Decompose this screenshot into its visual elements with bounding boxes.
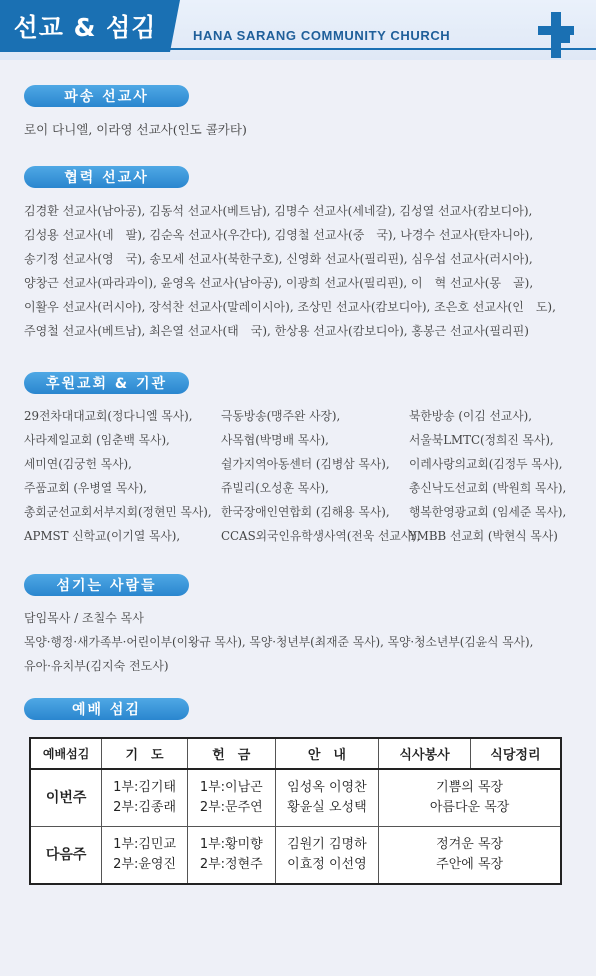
table-row [30, 769, 561, 827]
cell-line: 김원기 김명하 [287, 837, 367, 852]
church-name: HANA SARANG COMMUNITY CHURCH [193, 28, 451, 43]
sponsor-item: 총신낙도선교회 (박원희 목사), [409, 481, 567, 495]
sponsor-item: 이레사랑의교회(김정두 목사), [409, 457, 563, 471]
meal-cell [379, 769, 561, 827]
table-header-row [30, 738, 561, 769]
sponsor-item: 주품교회 (우병열 목사), [24, 481, 148, 495]
cross-logo-icon [538, 12, 574, 58]
cell-line: 1부:이남곤 [199, 780, 263, 795]
sponsor-item: 사라제일교회 (임춘백 목사), [24, 433, 170, 447]
partner-line: 김경환 선교사(남아공), 김동석 선교사(베트남), 김명수 선교사(세네갈), 김성열 선교사(캄보디아), [24, 204, 533, 218]
partner-line: 송기정 선교사(영 국), 송모세 선교사(북한구호), 신영화 선교사(필리핀), 심우섭 선교사(러시아), [24, 252, 533, 266]
cell-line: 이효정 이선영 [287, 857, 367, 872]
cell-line: 2부:문주연 [199, 800, 263, 815]
servants-line: 담임목사 / 조칠수 목사 [24, 611, 144, 625]
offering-cell [187, 827, 275, 885]
cell-line: 1부:김기태 [113, 780, 177, 795]
sponsor-item: 한국장애인연합회 (김해용 목사), [221, 505, 390, 519]
header-cell: 예배섬김 [30, 738, 102, 769]
header-cell: 식당정리 [470, 738, 561, 769]
header-cell: 헌 금 [187, 738, 275, 769]
section-title-servants: 섬기는 사람들 [24, 574, 189, 596]
partner-line: 주영철 선교사(베트남), 최은열 선교사(태 국), 한상용 선교사(캄보디아), 홍봉근 선교사(필리핀) [24, 324, 529, 338]
cell-line: 기쁨의 목장 [436, 780, 504, 795]
header-cell: 기 도 [102, 738, 188, 769]
guide-cell [275, 827, 379, 885]
header-cell: 안 내 [275, 738, 379, 769]
sponsor-item: 극동방송(맹주완 사장), [221, 409, 341, 423]
servants-line: 목양·행정·새가족부·어린이부(이왕규 목사), 목양·청년부(최재준 목사), 목양·청소년부(김윤식 목사), [24, 635, 534, 649]
section-title-worship: 예배 섬김 [24, 698, 189, 720]
title-slant-decoration [170, 0, 180, 52]
sponsor-item: YMBB 선교회 (박현식 목사) [409, 529, 558, 543]
sponsor-item: 쥬빌리(오성훈 목사), [221, 481, 329, 495]
offering-cell [187, 769, 275, 827]
cell-line: 2부:윤영진 [113, 857, 177, 872]
row-label: 다음주 [30, 827, 102, 885]
prayer-cell [102, 769, 188, 827]
sponsor-item: CCAS외국인유학생사역(전욱 선교사), [221, 529, 421, 543]
meal-cell [379, 827, 561, 885]
cell-line: 2부:정현주 [199, 857, 263, 872]
sponsor-item: 행복한영광교회 (임세준 목사), [409, 505, 567, 519]
sponsor-item: 29전차대대교회(정다니엘 목사), [24, 409, 193, 423]
partner-line: 양창근 선교사(파라과이), 윤영옥 선교사(남아공), 이광희 선교사(필리핀), 이 혁 선교사(몽 골), [24, 276, 534, 290]
cell-line: 정겨운 목장 [436, 837, 504, 852]
section-title-dispatched: 파송 선교사 [24, 85, 189, 107]
servants-line: 유아·유치부(김지숙 전도사) [24, 659, 169, 673]
sponsor-item: 서울북LMTC(정희진 목사), [409, 433, 554, 447]
sponsor-item: 북한방송 (이김 선교사), [409, 409, 533, 423]
header-cell: 식사봉사 [379, 738, 471, 769]
dispatched-line: 로이 다니엘, 이라영 선교사(인도 콜카타) [24, 122, 247, 137]
guide-cell [275, 769, 379, 827]
sponsor-item: 세미연(김궁헌 목사), [24, 457, 132, 471]
cell-line: 2부:김종래 [113, 800, 177, 815]
cell-line: 황윤실 오성택 [287, 800, 367, 815]
cell-line: 주안에 목장 [436, 857, 504, 872]
cell-line: 임성옥 이영찬 [287, 780, 367, 795]
prayer-cell [102, 827, 188, 885]
sponsor-item: 총회군선교회서부지회(정현민 목사), [24, 505, 212, 519]
sponsor-item: 쉴가지역아동센터 (김병삼 목사), [221, 457, 390, 471]
sponsor-item: 사목협(박명배 목사), [221, 433, 329, 447]
partner-line: 이활우 선교사(러시아), 장석찬 선교사(말레이시아), 조상민 선교사(캄보디아), 조은호 선교사(인 도), [24, 300, 556, 314]
section-title-partner: 협력 선교사 [24, 166, 189, 188]
header-divider [170, 48, 596, 50]
partner-line: 김성용 선교사(네 팔), 김순옥 선교사(우간다), 김영철 선교사(중 국), 나경수 선교사(탄자니아), [24, 228, 534, 242]
cell-line: 아름다운 목장 [429, 800, 510, 815]
table-row [30, 827, 561, 885]
sponsor-item: APMST 신학교(이기열 목사), [24, 529, 181, 543]
page-header [0, 0, 596, 60]
cell-line: 1부:김민교 [113, 837, 177, 852]
cell-line: 1부:황미향 [199, 837, 263, 852]
worship-schedule-table [29, 737, 562, 885]
section-title-sponsors: 후원교회 & 기관 [24, 372, 189, 394]
row-label: 이번주 [30, 769, 102, 827]
page-title: 선교 & 섬김 [0, 0, 170, 52]
